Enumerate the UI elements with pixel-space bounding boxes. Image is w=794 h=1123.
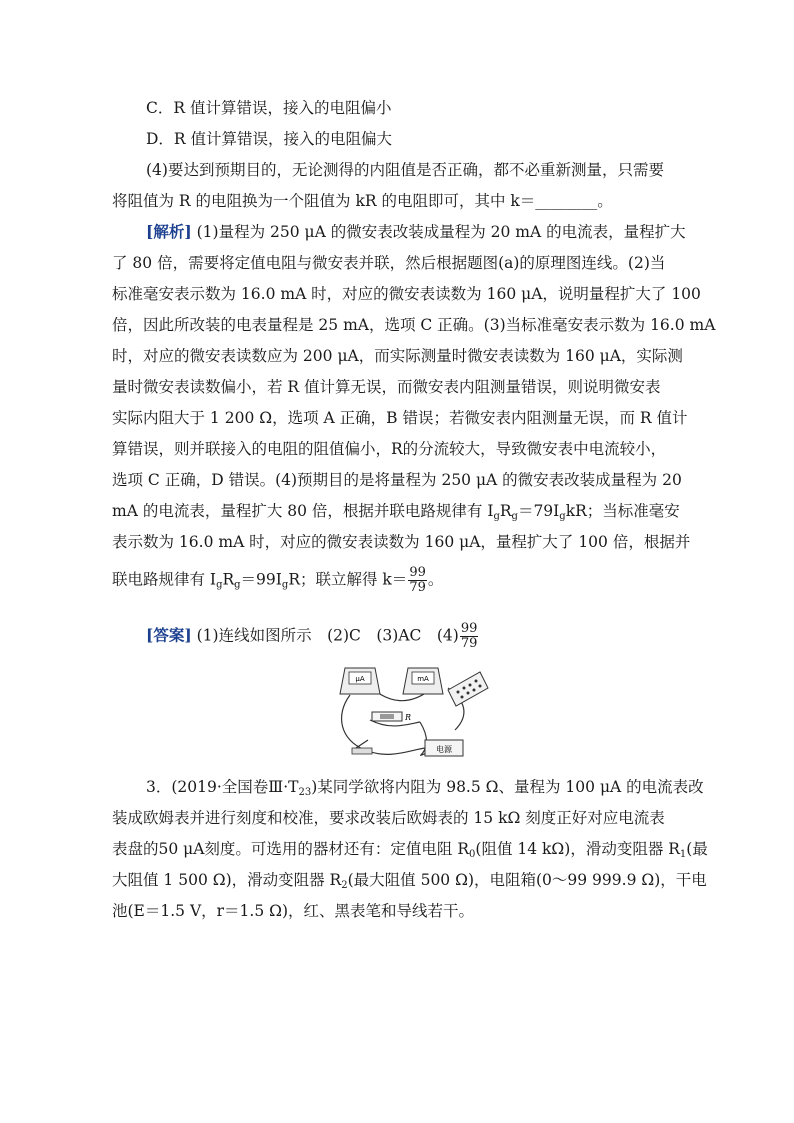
svg-text:mA: mA xyxy=(417,675,429,683)
analysis-tag: [解析] xyxy=(146,222,192,241)
svg-text:电源: 电源 xyxy=(436,745,452,754)
analysis-line-11: 表示数为 16.0 mA 时，对应的微安表读数为 160 μA，量程扩大了 100 倍，根据并 xyxy=(112,533,691,551)
question3-line-4: 大阻值 1 500 Ω)，滑动变阻器 $R_2$(最大阻值 500 Ω)，电阻箱(0～99 999.9 Ω)，干电 xyxy=(112,871,707,891)
battery-icon xyxy=(425,740,463,756)
fraction-99-79: $\frac{99}{79}$ xyxy=(409,565,426,595)
question3-line-3: 表盘的50 μA刻度。可选用的器材还有：定值电阻 $R_0$(阻值 14 kΩ)，滑动变阻器 $R_1$(最 xyxy=(112,840,708,860)
analysis-line-5: 时，对应的微安表读数应为 200 μA，而实际测量时微安表读数为 160 μA，实际测 xyxy=(112,347,683,365)
analysis-line-9: 选项 C 正确，D 错误。(4)预期目的是将量程为 250 μA 的微安表改装成量程为 20 xyxy=(112,471,682,489)
answer-fraction: $\frac{99}{79}$ xyxy=(460,621,478,651)
answer-tag: [答案] xyxy=(146,625,192,645)
circuit-figure xyxy=(330,660,490,765)
analysis-line-4: 倍，因此所改装的电表量程是 25 mA，选项 C 正确。(3)当标准毫安表示数为 16.0 mA xyxy=(112,316,716,334)
answer-line xyxy=(146,622,479,651)
option-c: C．R 值计算错误，接入的电阻偏小 xyxy=(146,99,392,117)
analysis-line-3: 标准毫安表示数为 16.0 mA 时，对应的微安表读数为 160 μA，说明量程扩大了 100 xyxy=(112,285,701,303)
option-d: D．R 值计算错误，接入的电阻偏大 xyxy=(146,130,393,148)
analysis-text: (1)量程为 250 μA 的微安表改装成量程为 20 mA 的电流表，量程扩大 xyxy=(196,223,686,241)
analysis-line-2: 了 80 倍，需要将定值电阻与微安表并联，然后根据题图(a)的原理图连线。(2)当 xyxy=(112,254,666,272)
question3-line-2: 装成欧姆表并进行刻度和校准，要求改装后欧姆表的 15 kΩ 刻度正好对应电流表 xyxy=(112,809,665,827)
analysis-line-12: 联电路规律有 $I_gR_g=99I_gR$；联立解得 k＝ $\frac{99}{79}$ 。 xyxy=(112,565,444,595)
analysis-line-8: 算错误，则并联接入的电阻的阻值偏小，R的分流较大，导致微安表中电流较小， xyxy=(112,440,667,458)
milliammeter-icon xyxy=(403,668,443,694)
question3-line-1: 3．(2019·全国卷$Ⅲ\cdot T_{23}$)某同学欲将内阻为 98.5 Ω、量程为 100 μA 的电流表改 xyxy=(146,778,704,798)
question3-line-5: 池(E＝1.5 V，r＝1.5 Ω)，红、黑表笔和导线若干。 xyxy=(112,902,475,920)
svg-text:R: R xyxy=(405,713,412,722)
resistance-box-icon xyxy=(448,672,488,706)
switch-icon xyxy=(352,740,372,754)
question4-line2: 将阻值为 R 的电阻换为一个阻值为 kR 的电阻即可，其中 k＝________。 xyxy=(112,192,613,210)
resistor-icon xyxy=(372,712,411,722)
microammeter-icon xyxy=(340,668,380,694)
analysis-line-10: mA 的电流表，量程扩大 80 倍，根据并联电路规律有 $I_gR_g=79I_gkR$；当标准毫安 xyxy=(112,502,680,522)
answer-text: (1)连线如图所示 (2)C (3)AC (4) xyxy=(196,626,459,645)
svg-text:μA: μA xyxy=(355,675,365,683)
analysis-line-7: 实际内阻大于 1 200 Ω，选项 A 正确，B 错误；若微安表内阻测量无误，而 R 值计 xyxy=(112,409,688,427)
analysis-line-6: 量时微安表读数偏小，若 R 值计算无误，而微安表内阻测量错误，则说明微安表 xyxy=(112,378,661,396)
question4-line1: (4)要达到预期目的，无论测得的内阻值是否正确，都不必重新测量，只需要 xyxy=(146,161,664,179)
analysis-line-1 xyxy=(146,221,686,243)
